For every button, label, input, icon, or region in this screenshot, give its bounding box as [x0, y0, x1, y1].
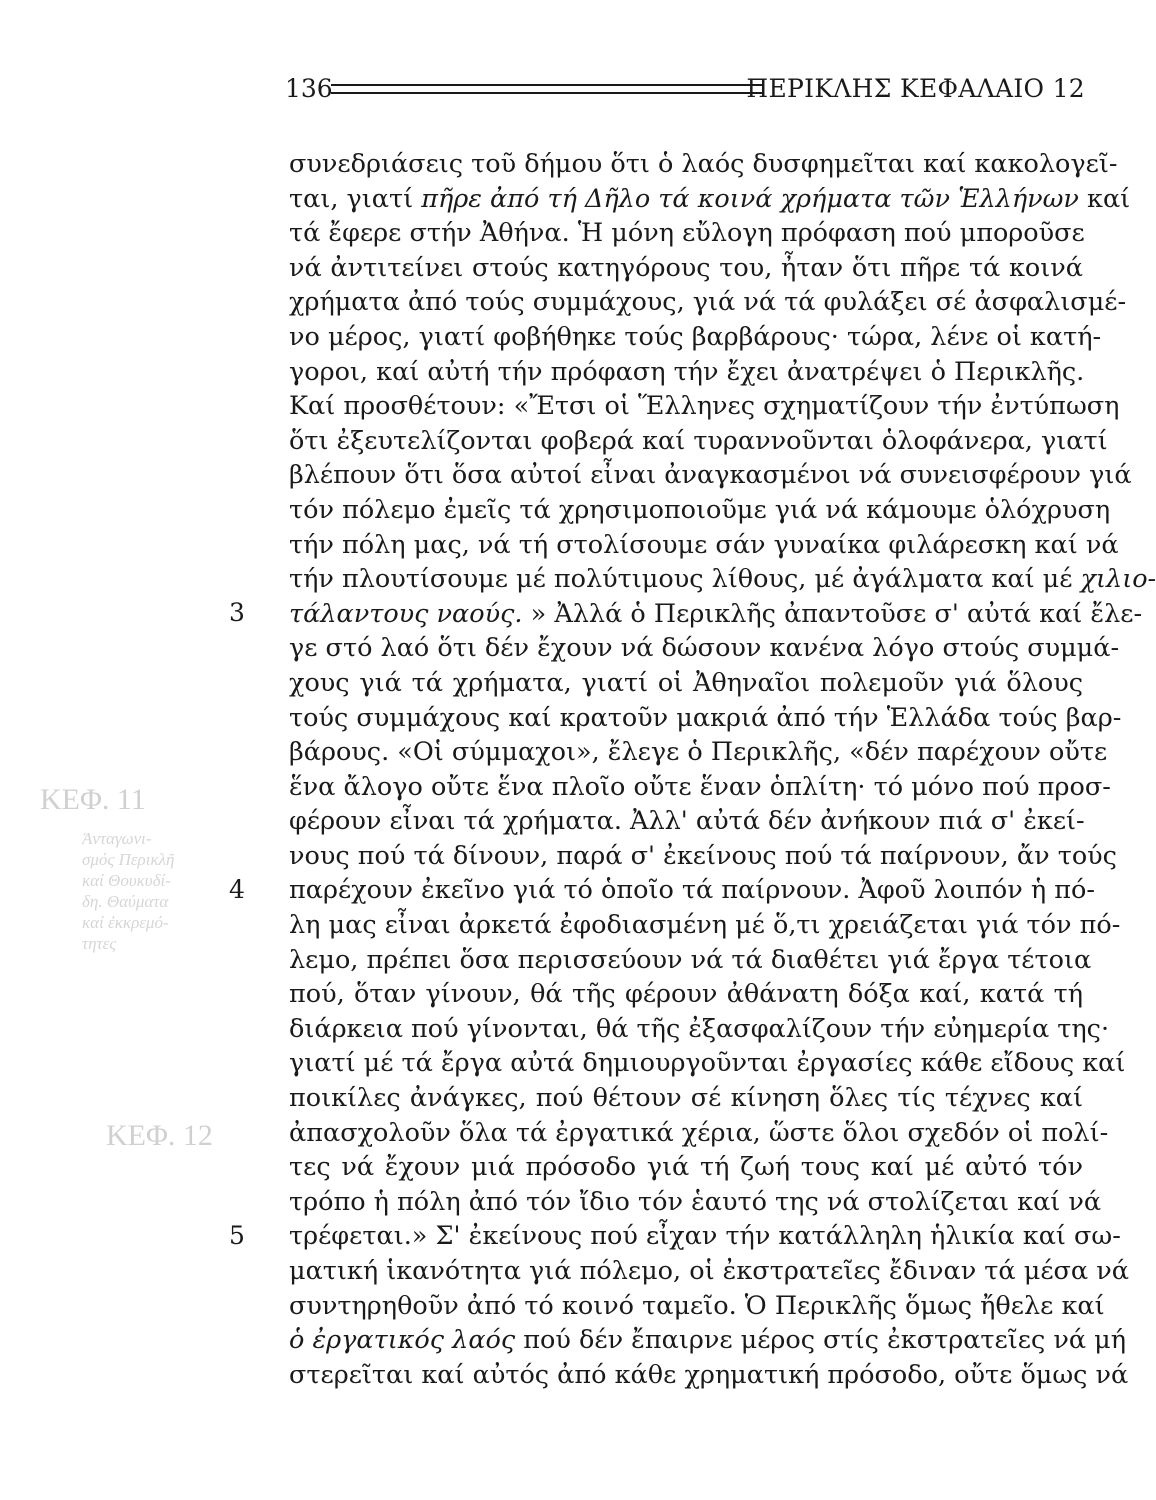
text-line: τήν πόλη μας, νά τή στολίσουμε σάν γυναίκα φιλάρεσκη καί νά [289, 529, 1119, 560]
text-line: γε στό λαό ὅτι δέν ἔχουν νά δώσουν κανένα λόγο στούς συμμά- [289, 633, 1120, 664]
text-line: τόν πόλεμο ἐμεῖς τά χρησιμοποιοῦμε γιά νά κάμουμε ὁλόχρυση [289, 494, 1111, 525]
text-line: γιατί μέ τά ἔργα αὐτά δημιουργοῦνται ἐργασίες κάθε εἴδους καί [289, 1048, 1126, 1079]
italic-emphasis: χιλιο- [1080, 564, 1156, 595]
page-header [285, 72, 1085, 108]
italic-emphasis: ὁ ἐργατικός λαός [289, 1325, 516, 1356]
text-line: νους πού τά δίνουν, παρά σ' ἐκείνους πού τά παίρνουν, ἄν τούς [289, 840, 1117, 871]
text-line: διάρκεια πού γίνονται, θά τῆς ἐξασφαλίζουν τήν εὐημερία της· [289, 1013, 1110, 1044]
text-line: λεμο, πρέπει ὅσα περισσεύουν νά τά διαθέτει γιά ἔργα τέτοια [289, 944, 1092, 975]
section-number-3: 3 [229, 598, 245, 627]
text-line: λη μας εἶναι ἀρκετά ἐφοδιασμένη μέ ὅ,τι χρειάζεται γιά τόν πό- [289, 910, 1121, 941]
text-line: τούς συμμάχους καί κρατοῦν μακριά ἀπό τήν Ἑλλάδα τούς βαρ- [289, 702, 1122, 733]
text-line: χους γιά τά χρήματα, γιατί οἱ Ἀθηναῖοι πολεμοῦν γιά ὅλους [289, 667, 1083, 698]
text-line: συντηρηθοῦν ἀπό τό κοινό ταμεῖο. Ὁ Περικλῆς ὅμως ἤθελε καί [289, 1290, 1105, 1321]
section-number-5: 5 [229, 1221, 245, 1250]
text-line: φέρουν εἶναι τά χρήματα. Ἀλλ' αὐτά δέν ἀνήκουν πιά σ' ἐκεί- [289, 806, 1085, 837]
italic-emphasis: πῆρε ἀπό τή Δῆλο τά κοινά χρήματα τῶν Ἑλλήνων [421, 183, 1079, 214]
text-line: πού, ὅταν γίνουν, θά τῆς φέρουν ἀθάνατη δόξα καί, κατά τή [289, 979, 1083, 1010]
show-through-heading-kef-12: ΚΕΦ. 12 [106, 1119, 213, 1152]
text-line: τάλαντους ναούς. » Ἀλλά ὁ Περικλῆς ἀπαντοῦσε σ' αὐτά καί ἔλε- [289, 598, 1143, 629]
text-line: ται, γιατί πῆρε ἀπό τή Δῆλο τά κοινά χρήματα τῶν Ἑλλήνων καί [289, 183, 1131, 214]
text-line: βλέπουν ὅτι ὅσα αὐτοί εἶναι ἀναγκασμένοι νά συνεισφέρουν γιά [289, 460, 1132, 491]
running-head: ΠΕΡΙΚΛΗΣ ΚΕΦΑΛΑΙΟ 12 [746, 74, 1085, 103]
text-line: τά ἔφερε στήν Ἀθήνα. Ἡ μόνη εὔλογη πρόφαση πού μποροῦσε [289, 218, 1085, 249]
text-line: ἀπασχολοῦν ὅλα τά ἐργατικά χέρια, ὥστε ὅλοι σχεδόν οἱ πολί- [289, 1117, 1109, 1148]
text-line: νά ἀντιτείνει στούς κατηγόρους του, ἦταν ὅτι πῆρε τά κοινά [289, 252, 1083, 283]
text-line: βάρους. «Οἱ σύμμαχοι», ἔλεγε ὁ Περικλῆς, «δέν παρέχουν οὔτε [289, 737, 1108, 768]
show-through-heading-kef-11: ΚΕΦ. 11 [40, 783, 146, 816]
text-line: τήν πλουτίσουμε μέ πολύτιμους λίθους, μέ ἀγάλματα καί μέ χιλιο- [289, 564, 1156, 595]
show-through-margin-note: Ἀνταγωνι- σμός Περικλῆ καί Θουκυδί- δη. Θαύματα καί ἐκκρεμό- τητες [82, 829, 175, 953]
italic-emphasis: τάλαντους ναούς. [289, 598, 523, 629]
text-line: νο μέρος, γιατί φοβήθηκε τούς βαρβάρους· τώρα, λένε οἱ κατή- [289, 321, 1102, 352]
text-line: χρήματα ἀπό τούς συμμάχους, γιά νά τά φυλάξει σέ ἀσφαλισμέ- [289, 287, 1127, 318]
text-line: τρόπο ἡ πόλη ἀπό τόν ἴδιο τόν ἑαυτό της νά στολίζεται καί νά [289, 1186, 1102, 1217]
text-line: ὁ ἐργατικός λαός πού δέν ἔπαιρνε μέρος στίς ἐκστρατεῖες νά μή [289, 1325, 1127, 1356]
body-text [289, 147, 1156, 1392]
text-line: ἕνα ἄλογο οὔτε ἕνα πλοῖο οὔτε ἕναν ὁπλίτη· τό μόνο πού προσ- [289, 771, 1111, 802]
text-line: ματική ἱκανότητα γιά πόλεμο, οἱ ἐκστρατεῖες ἔδιναν τά μέσα νά [289, 1256, 1129, 1286]
text-line: ὅτι ἐξευτελίζονται φοβερά καί τυραννοῦνται ὁλοφάνερα, γιατί [289, 425, 1108, 456]
section-number-4: 4 [229, 875, 245, 904]
text-line: παρέχουν ἐκεῖνο γιά τό ὁποῖο τά παίρνουν. Ἀφοῦ λοιπόν ἡ πό- [289, 875, 1095, 906]
text-line: τες νά ἔχουν μιά πρόσοδο γιά τή ζωή τους καί μέ αὐτό τόν [289, 1152, 1083, 1183]
text-line: τρέφεται.» Σ' ἐκείνους πού εἶχαν τήν κατάλληλη ἡλικία καί σω- [289, 1221, 1121, 1252]
text-line: στερεῖται καί αὐτός ἀπό κάθε χρηματική πρόσοδο, οὔτε ὅμως νά [289, 1359, 1129, 1390]
text-line: Καί προσθέτουν: «Ἔτσι οἱ Ἕλληνες σχηματίζουν τήν ἐντύπωση [289, 391, 1120, 422]
text-line: συνεδριάσεις τοῦ δήμου ὅτι ὁ λαός δυσφημεῖται καί κακολογεῖ- [289, 149, 1118, 179]
page-number: 136 [285, 74, 333, 103]
text-line: γοροι, καί αὐτή τήν πρόφαση τήν ἔχει ἀνατρέψει ὁ Περικλῆς. [289, 356, 1085, 387]
text-line: ποικίλες ἀνάγκες, πού θέτουν σέ κίνηση ὅλες τίς τέχνες καί [289, 1083, 1083, 1114]
header-rule [331, 84, 763, 94]
